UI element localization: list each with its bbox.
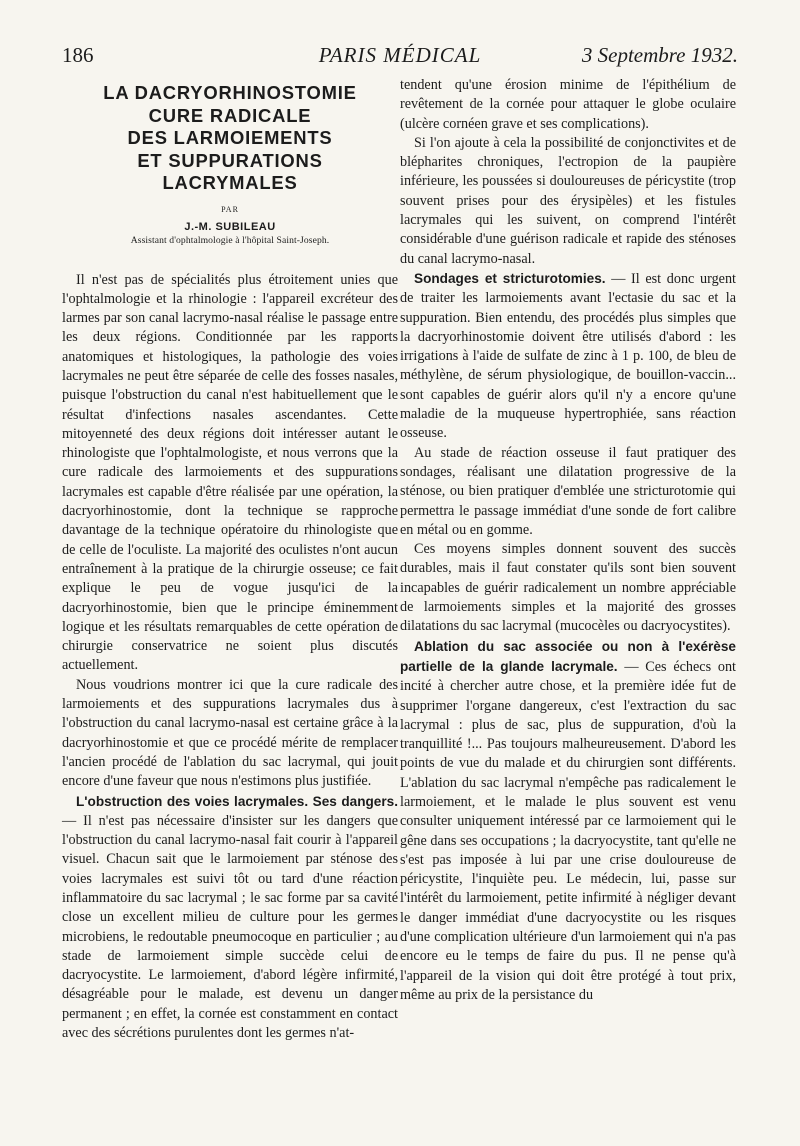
paragraph: Si l'on ajoute à cela la possibilité de conjonctivites et de blépharites chroniques, l'ectropion de la paupière inférieure, les poussées si douloureuses de péricystite (trop souvent prises pour des érysipèles) et les fistules lacrymales qui les suivent, on comprend l'intérêt considérable d'une guérison radicale et rapide des sténoses du canal lacrymo-nasal. bbox=[400, 134, 736, 267]
title-line: DES LARMOIEMENTS bbox=[127, 127, 333, 148]
paragraph: Ces moyens simples donnent souvent des succès durables, mais il faut constater qu'ils sont bien souvent incapables de guérir radicalement un nombre appréciable de larmoiements simples et la majorité des grosses dilatations du sac lacrymal (mucocèles ou dacryocystites). bbox=[400, 541, 736, 635]
journal-title: PARIS MÉDICAL bbox=[318, 43, 482, 67]
title-line: LA DACRYORHINOSTOMIE bbox=[103, 82, 357, 103]
section-heading: L'obstruction des voies lacrymales. Ses dangers. bbox=[76, 793, 398, 809]
paragraph-text: — Il n'est pas nécessaire d'insister sur les dangers que l'obstruction du canal lacrymo-nasal fait courir à l'appareil visuel. Chacun sait que le larmoiement par sténose des voies lacrymales est suivi tôt ou tard d'une réaction inflammatoire du sac lacrymal ; le sac forme par sa cavité close un excellent milieu de culture pour les germes microbiens, le redoutable pneumocoque en particulier ; au stade de larmoiement simple succède celui de dacryocystite. Le larmoiement, d'abord légère infirmité, désagréable pour le malade, est devenu un danger permanent ; en effet, la cornée est constamment en contact avec des sécrétions purulentes dont les germes n'at- bbox=[62, 812, 398, 1042]
paragraph-text: — Il est donc urgent de traiter les larmoiements avant l'ectasie du sac et la suppuration. Bien entendu, des procédés plus simples que la dacryorhinostomie doivent être utilisés d'abord : les irrigations à l'aide de sulfate de zinc à 1 p. 100, de bleu de méthylène, de sérum physiologique, de bouillon-vaccin... sont capables de guérir alors qu'il n'y a encore qu'une maladie de la muqueuse hypertrophiée, sans réaction osseuse. bbox=[400, 270, 736, 442]
author-name: J.-M. SUBILEAU bbox=[184, 220, 276, 233]
paragraph bbox=[62, 792, 398, 1044]
page-number: 186 bbox=[62, 43, 94, 67]
paragraph-text: — Ces échecs ont incité à chercher autre chose, et la première idée fut de supprimer l'organe dangereux, c'est l'extraction du sac lacrymal : plus de sac, plus de suppuration, d'où la tranquillité !... Pas toujours malheureusement. D'abord les points de vue du malade et du chirurgien sont différents. L'ablation du sac lacrymal n'empêche pas radicalement le larmoiement, et le malade le plus souvent est venu consulter uniquement intéressé par ce larmoiement qui le gêne dans ses occupations ; la dacryocystite, tant qu'elle ne s'est pas imposée à lui par une crise douloureuse de péricystite, l'inquiète peu. Le médecin, lui, passe sur l'intérêt du larmoiement, petite infirmité à négliger devant le danger immédiat d'une dacryocystite ou les risques d'une complication ultérieure d'un larmoiement qui n'a pas encore eu le temps de faire du pus. Il ne pense qu'à l'appareil de la vision qui doit être protégé à tout prix, même au prix de la persistance du bbox=[400, 658, 737, 1003]
title-line: CURE RADICALE bbox=[148, 104, 312, 126]
article-title bbox=[62, 82, 398, 195]
paragraph: tendent qu'une érosion minime de l'épithélium de revêtement de la cornée pour attaquer le globe oculaire (ulcère cornéen grave et ses complications). bbox=[400, 77, 736, 132]
paragraph bbox=[400, 637, 736, 1006]
right-column bbox=[400, 76, 736, 1005]
byline-par: PAR bbox=[221, 204, 239, 214]
running-header bbox=[62, 40, 738, 70]
title-line: ET SUPPURATIONS bbox=[137, 149, 323, 171]
title-line: LACRYMALES bbox=[162, 172, 298, 193]
paragraph: Nous voudrions montrer ici que la cure radicale des larmoiements et des suppurations lacrymales dus à l'obstruction du canal lacrymo-nasal est certaine grâce à la dacryorhinostomie et que ce procédé mérite de remplacer l'ancien procédé de l'ablation du sac lacrymal, qui jouit encore d'une faveur que nous n'estimons plus justifiée. bbox=[62, 676, 398, 790]
section-heading: Sondages et stricturotomies. bbox=[414, 270, 606, 286]
author-affiliation: Assistant d'ophtalmologie à l'hôpital Saint-Joseph. bbox=[130, 234, 330, 246]
left-column bbox=[62, 76, 398, 1043]
paragraph bbox=[400, 269, 736, 444]
article-heading bbox=[62, 82, 398, 247]
section-heading: Ablation du sac associée ou non à l'exérèse partielle de la glande lacrymale. bbox=[400, 638, 736, 674]
paragraph: Au stade de réaction osseuse il faut pratiquer des sondages, réalisant une dilatation progressive de la sténose, ou bien pratiquer d'emblée une stricturotomie qui permettra le passage immédiat d'une sonde de fort calibre en métal ou en gomme. bbox=[400, 444, 736, 538]
paragraph: Il n'est pas de spécialités plus étroitement unies que l'ophtalmologie et la rhinologie : l'appareil excréteur des larmes par son canal lacrymo-nasal réalise le passage entre les deux régions. Conditionnée par les rapports anatomiques et histologiques, la pathologie des voies lacrymales ne peut être séparée de celle des fosses nasales, puisque l'obstruction du canal n'est habituellement que le résultat d'infections nasales ascendantes. Cette mitoyenneté des deux régions doit intéresser autant le rhinologiste que l'ophtalmologiste, et nous verrons que la cure radicale des larmoiements et des suppurations lacrymales est capable d'être réalisée par une opération, la dacryorhinostomie, dont la technique se rapproche davantage de la technique opératoire du rhinologiste que de celle de l'oculiste. La majorité des oculistes n'ont aucun entraînement à la pratique de la chirurgie osseuse; ce fait explique le peu de vogue jusqu'ici de la dacryorhinostomie, bien que le principe éminemment logique et les résultats remarquables de cette opération de chirurgie conservatrice ne soient plus discutés actuellement. bbox=[62, 271, 398, 674]
issue-date: 3 Septembre 1932. bbox=[581, 43, 738, 67]
